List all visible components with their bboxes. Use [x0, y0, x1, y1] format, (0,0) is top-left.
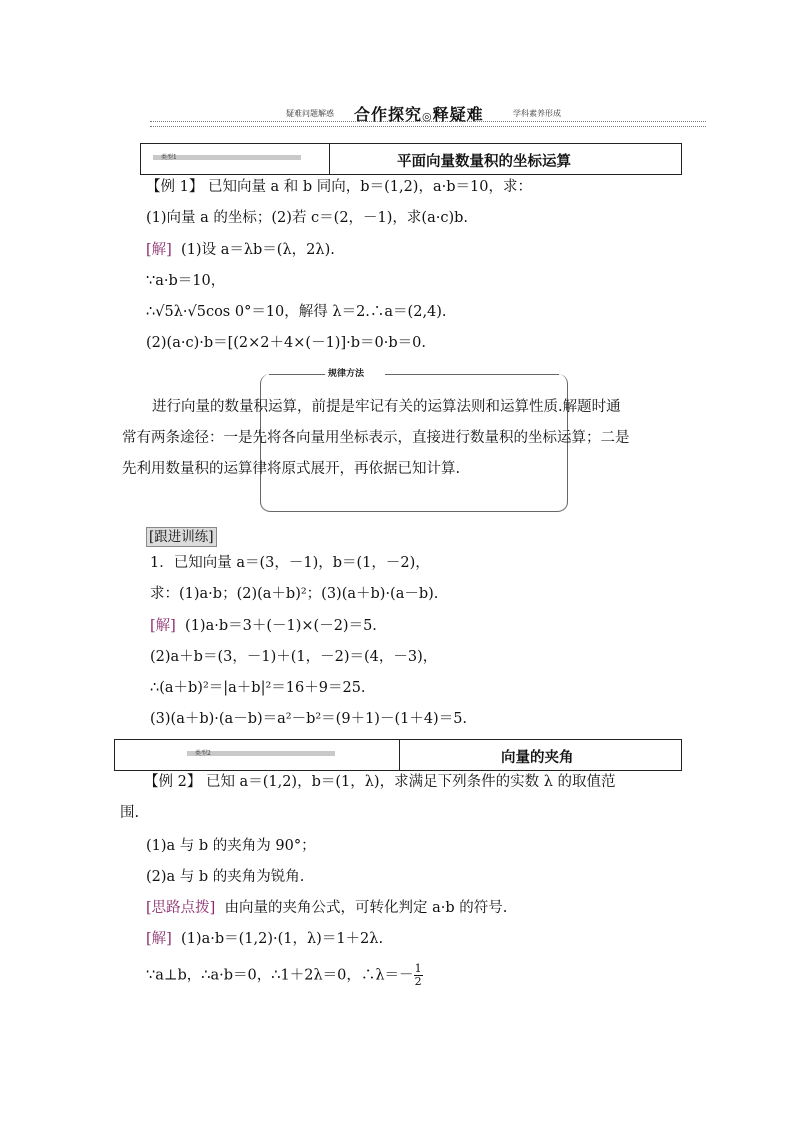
rules-box-bottom: [261, 501, 567, 512]
header-right-text: 学科素养形成: [513, 109, 561, 118]
header-title-main: 合作探究: [354, 105, 423, 124]
section-1-box: [140, 143, 682, 175]
example-2-question: 【例 2】 已知 a＝(1,2)，b＝(1，λ)，求满足下列条件的实数 λ 的取值范: [144, 774, 616, 790]
practice-subquestions: 求：(1)a·b；(2)(a＋b)²；(3)(a＋b)·(a－b).: [150, 586, 439, 602]
solution-label: [解]: [146, 242, 172, 258]
solution-text: (1)设 a＝λb＝(λ，2λ).: [181, 242, 335, 258]
section-2-title: 向量的夹角: [501, 750, 574, 766]
practice-question: 1．已知向量 a＝(3，－1)，b＝(1，－2)，: [150, 555, 430, 571]
example-1-solution-line-4: (2)(a·c)·b＝[(2×2＋4×(－1)]·b＝0·b＝0.: [146, 335, 426, 351]
section-2-divider: [399, 740, 400, 770]
example-2-solution-line-1: [146, 929, 383, 949]
header-left-text: 疑难问题解惑: [286, 109, 334, 118]
section-1-divider: [329, 144, 330, 174]
header-title-secondary: 释疑难: [432, 105, 484, 124]
example-2-solution-line-2: [146, 963, 423, 988]
example-1-solution-line-2: ∵a·b＝10，: [146, 273, 226, 289]
solution-label: [解]: [150, 618, 176, 634]
example-2-condition-1: (1)a 与 b 的夹角为 90°；: [146, 838, 316, 854]
section-2-box: [114, 739, 682, 771]
section-1-tag: 类型1: [153, 155, 301, 160]
example-1-solution-line-3: ∴√5λ·√5cos 0°＝10，解得 λ＝2.∴a＝(2,4).: [146, 304, 447, 320]
practice-solution-line-1: [150, 616, 377, 636]
fraction: [414, 963, 423, 988]
rules-line-2: 常有两条途径：一是先将各向量用坐标表示，直接进行数量积的坐标运算；二是: [122, 430, 630, 446]
solution-label: [解]: [146, 931, 172, 947]
rules-box-top-left: [269, 374, 325, 383]
example-2-hint: [146, 898, 507, 918]
rules-label: 规律方法: [328, 369, 365, 379]
header-separator-icon: ◎: [422, 110, 433, 123]
solution-text: ∵a⊥b，∴a·b＝0，∴1＋2λ＝0，∴λ＝－: [146, 967, 414, 984]
practice-label: [跟进训练]: [146, 527, 217, 547]
example-1-question: 【例 1】 已知向量 a 和 b 同向，b＝(1,2)，a·b＝10，求：: [146, 179, 532, 195]
header-divider: [150, 121, 706, 127]
example-1-solution-line-1: [146, 240, 335, 260]
solution-text: (1)a·b＝(1,2)·(1，λ)＝1＋2λ.: [181, 931, 384, 947]
section-1-title: 平面向量数量积的坐标运算: [397, 154, 571, 170]
solution-text: (1)a·b＝3＋(－1)×(－2)＝5.: [185, 618, 377, 634]
rules-line-1: 进行向量的数量积运算，前提是牢记有关的运算法则和运算性质.解题时通: [152, 399, 621, 415]
practice-solution-line-4: (3)(a＋b)·(a－b)＝a²－b²＝(9＋1)－(1＋4)＝5.: [150, 711, 468, 727]
rules-line-3: 先利用数量积的运算律将原式展开，再依据已知计算.: [122, 461, 461, 477]
rules-box-top-right: [385, 374, 559, 383]
example-1-subquestions: (1)向量 a 的坐标；(2)若 c＝(2，－1)，求(a·c)b.: [146, 210, 469, 226]
fraction-numerator: 1: [414, 962, 422, 975]
example-2-condition-2: (2)a 与 b 的夹角为锐角.: [146, 869, 305, 885]
practice-solution-line-2: (2)a＋b＝(3，－1)＋(1，－2)＝(4，－3)，: [150, 649, 438, 665]
hint-text: 由向量的夹角公式，可转化判定 a·b 的符号.: [224, 900, 508, 916]
example-2-question-cont: 围.: [120, 805, 140, 821]
practice-solution-line-3: ∴(a＋b)²＝|a＋b|²＝16＋9＝25.: [150, 680, 366, 696]
section-2-tag: 类型2: [187, 751, 335, 756]
hint-label: [思路点拨]: [146, 900, 216, 916]
fraction-denominator: 2: [414, 975, 422, 988]
